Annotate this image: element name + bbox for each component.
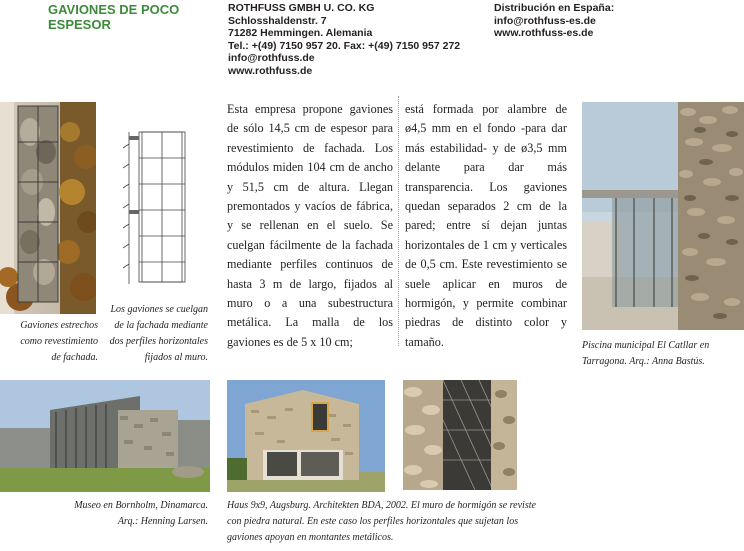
house-photo (227, 380, 385, 492)
company-address-block (228, 2, 488, 78)
caption-museum (0, 498, 208, 530)
caption-line: Museo en Bornholm, Dinamarca. (74, 500, 208, 511)
distribution-email[interactable]: info@rothfuss-es.de (494, 14, 596, 27)
page-title: GAVIONES DE POCO ESPESOR (48, 2, 180, 32)
caption-line: Arq.: Henning Larsen. (117, 516, 208, 527)
company-web[interactable]: www.rothfuss.de (228, 64, 313, 77)
gabion-section-drawing (115, 128, 195, 288)
company-city: 71282 Hemmingen. Alemania (228, 27, 373, 40)
caption-line: Haus 9x9, Augsburg. Architekten BDA, 2002. El muro de hormigón se reviste (227, 500, 536, 511)
caption-line: con piedra natural. En este caso los perfiles horizontales que sujetan los (227, 516, 519, 527)
company-email[interactable]: info@rothfuss.de (228, 52, 315, 65)
gabion-column-photo (0, 102, 96, 314)
gabion-closeup-photo (403, 380, 517, 490)
caption-line: de la fachada mediante (114, 320, 208, 331)
caption-line: gaviones apoyan en montantes metálicos. (227, 532, 394, 543)
distribution-heading: Distribución en España: (494, 2, 615, 14)
caption-line: Los gaviones se cuelgan (110, 304, 208, 315)
caption-line: como revestimiento (20, 336, 98, 347)
caption-line: Tarragona. Arq.: Anna Bastús. (582, 356, 705, 367)
pool-photo (582, 102, 744, 330)
caption-house (227, 498, 567, 546)
museum-photo (0, 380, 210, 492)
distribution-web[interactable]: www.rothfuss-es.de (494, 27, 594, 40)
caption-line: Gaviones estrechos (20, 320, 98, 331)
caption-line: Piscina municipal El Catllar en (582, 340, 710, 351)
caption-drawing (104, 302, 208, 366)
distribution-block (494, 2, 734, 40)
caption-line: dos perfiles horizontales (109, 336, 208, 347)
column-divider (398, 96, 399, 346)
caption-line: fijados al muro. (144, 352, 208, 363)
company-phone-fax: Tel.: +(49) 7150 957 20. Fax: +(49) 7150 957 272 (228, 39, 461, 52)
company-street: Schlosshaldenstr. 7 (228, 14, 327, 27)
caption-pool (582, 338, 744, 370)
body-text-column-2: está formada por alambre de ø4,5 mm en el fondo -para dar más estabilidad- y de ø3,5 mm delante para dar más transparencia. Los gaviones quedan separados 2 cm de la pared; entre sí dejan juntas horizontales de 1 cm y verticales de 0,5 cm. Este revestimiento se suele aplicar en muros de hormigón, y permite combinar piedras de distinto color y tamaño. (405, 102, 567, 349)
caption-line: de fachada. (51, 352, 98, 363)
company-name: ROTHFUSS GMBH U. CO. KG (228, 2, 375, 14)
caption-gabion-photo (0, 318, 98, 366)
body-text-column-1: Esta empresa propone gaviones de sólo 14,5 cm de espesor para revestimiento de fachada. Los módulos miden 104 cm de ancho y 51,5 cm de altura. Llegan premontados y vacíos de fábrica, y se rellenan en el suelo. Se cuelgan fácilmente de la fachada mediante perfiles continuos de hasta 3 m de largo, fijados al muro o a una subestructura metálica. La malla de los gaviones es de 5 x 10 cm; (227, 102, 393, 349)
